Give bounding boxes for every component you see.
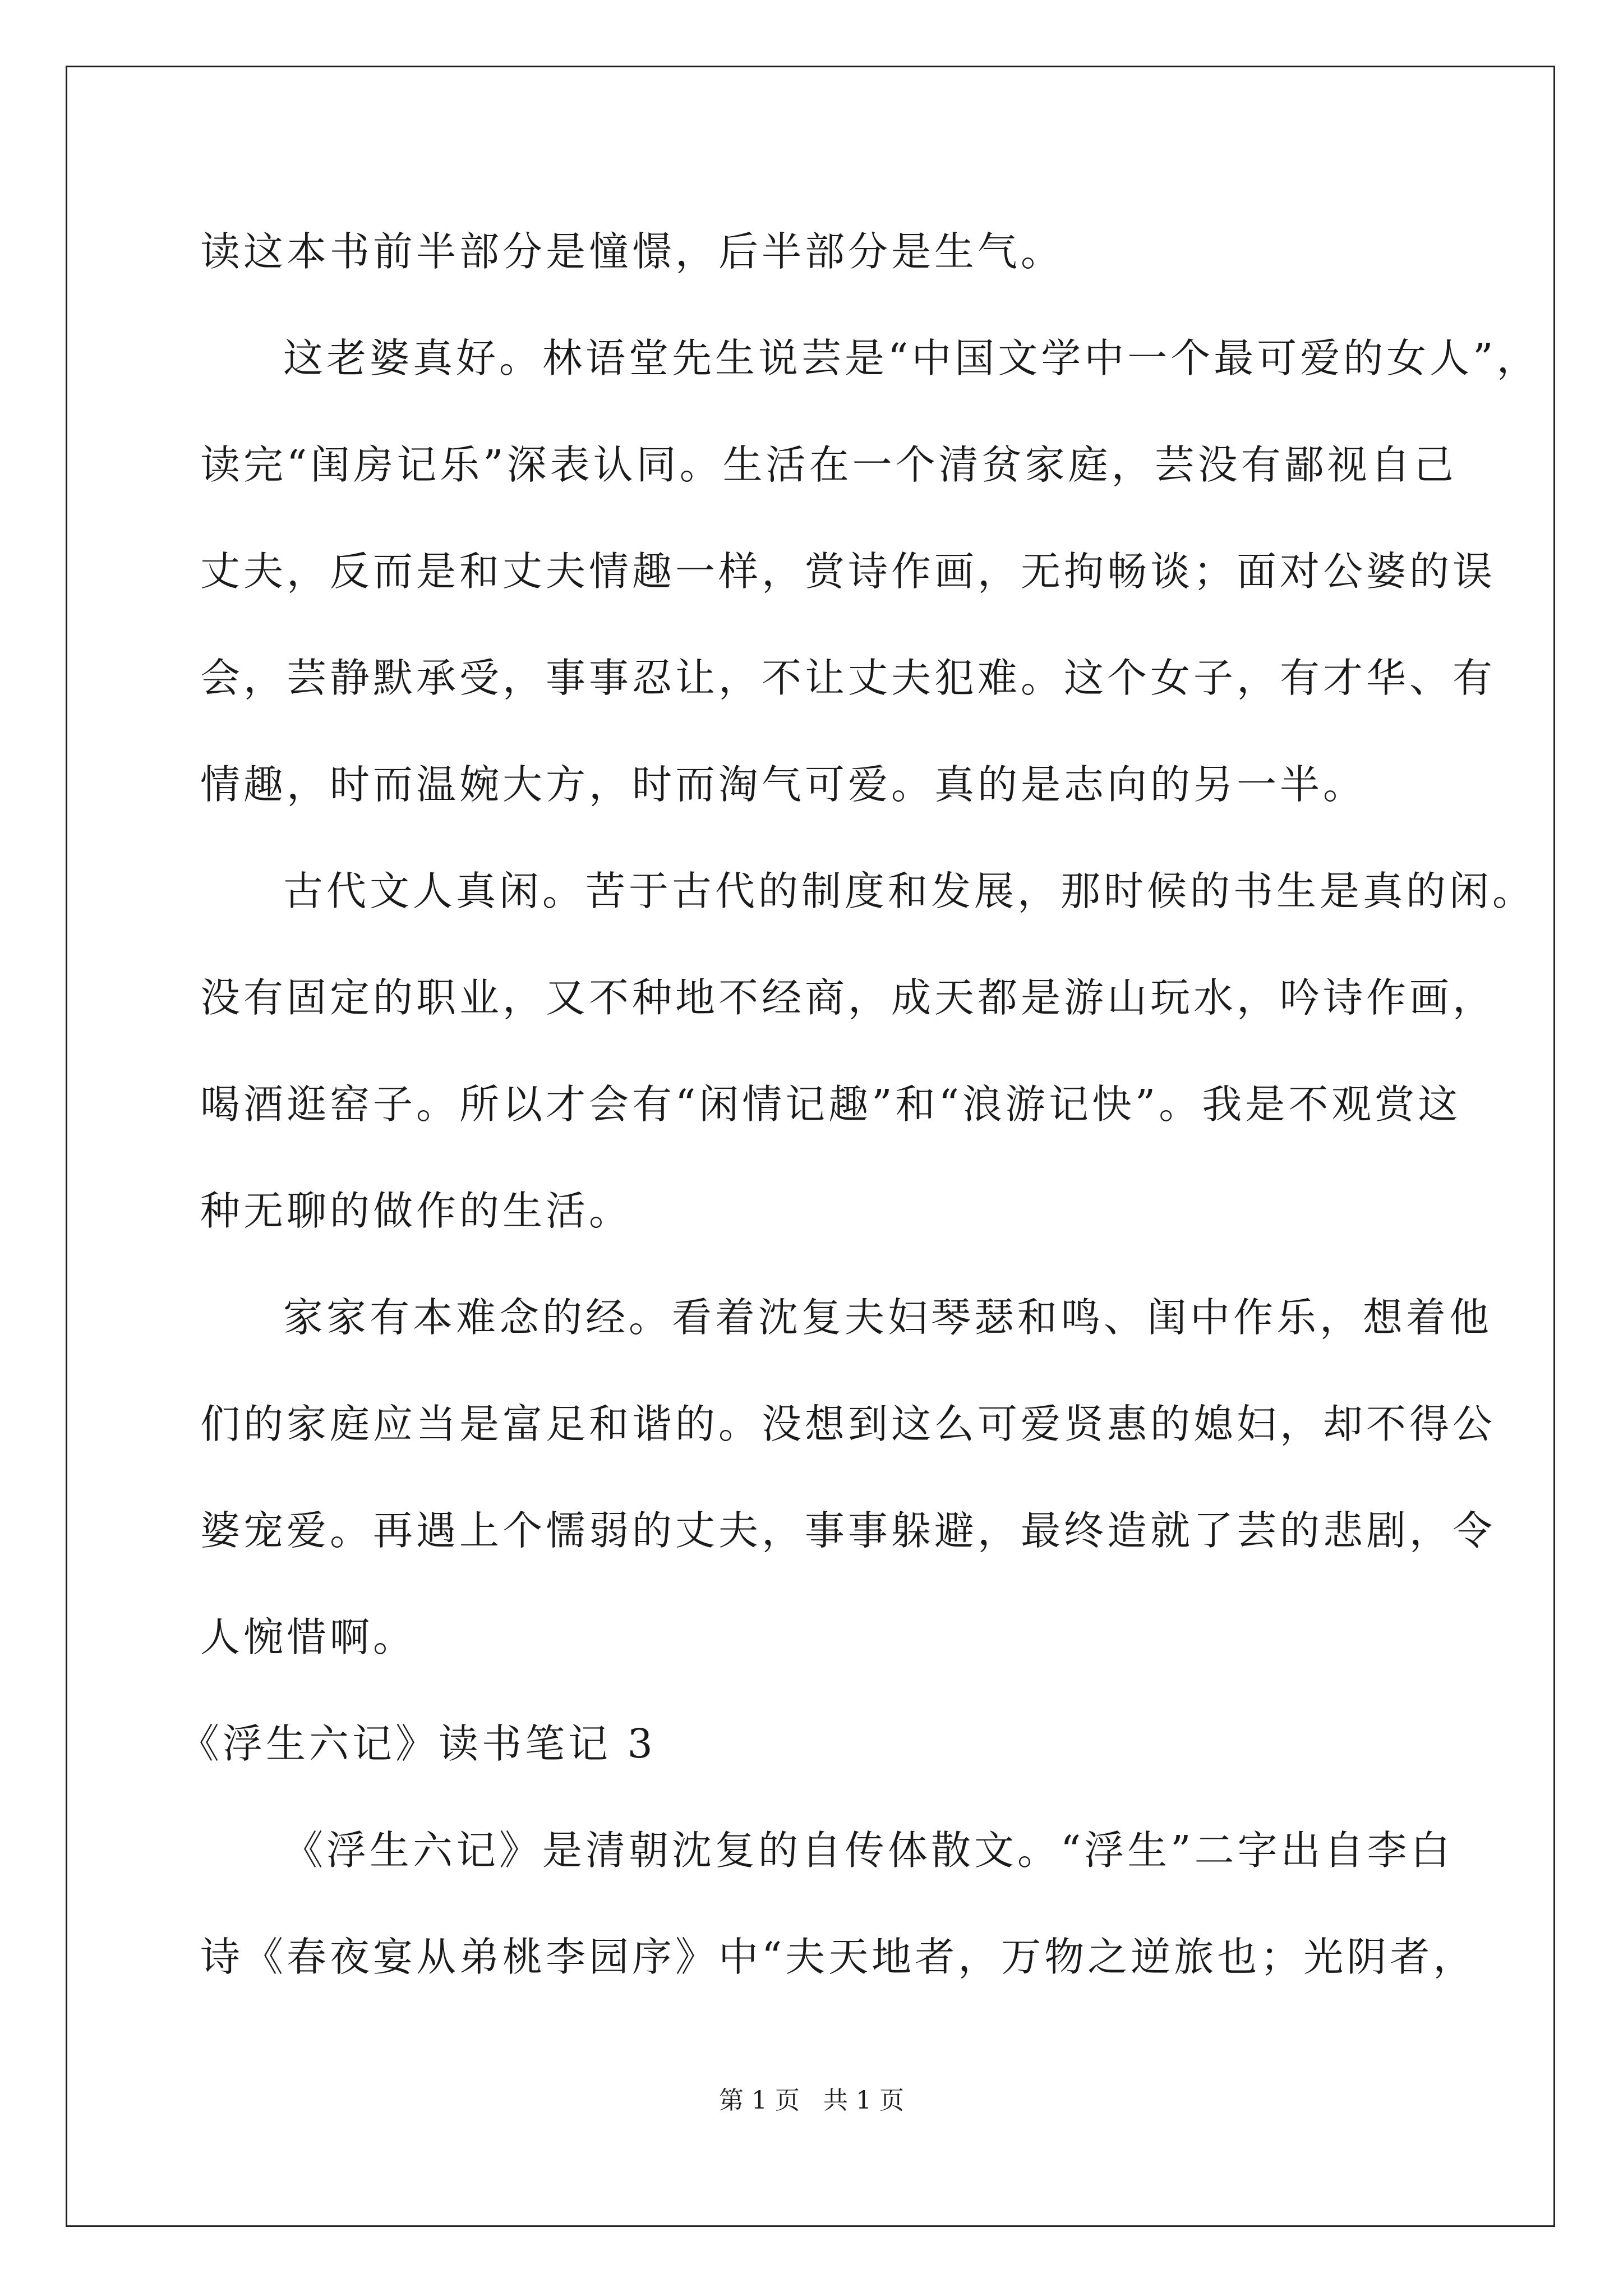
text-line: 读这本书前半部分是憧憬，后半部分是生气。 bbox=[200, 228, 1064, 275]
page-footer: 第 1 页 共 1 页 bbox=[719, 2086, 904, 2115]
text-line: 古代文人真闲。苦于古代的制度和发展，那时候的书生是真的闲。 bbox=[283, 868, 1536, 914]
text-line: 婆宠爱。再遇上个懦弱的丈夫，事事躲避，最终造就了芸的悲剧，令 bbox=[200, 1507, 1496, 1554]
text-line: 情趣，时而温婉大方，时而淘气可爱。真的是志向的另一半。 bbox=[200, 761, 1367, 808]
text-line: 会，芸静默承受，事事忍让，不让丈夫犯难。这个女子，有才华、有 bbox=[200, 655, 1496, 701]
text-line: 诗《春夜宴从弟桃李园序》中“夫天地者，万物之逆旅也；光阴者， bbox=[200, 1934, 1477, 1980]
text-line: 《浮生六记》是清朝沈复的自传体散文。“浮生”二字出自李白 bbox=[283, 1827, 1454, 1874]
text-line: 们的家庭应当是富足和谐的。没想到这么可爱贤惠的媳妇，却不得公 bbox=[200, 1401, 1496, 1447]
text-line: 读完“闺房记乐”深表认同。生活在一个清贫家庭，芸没有鄙视自己 bbox=[200, 441, 1457, 488]
text-line: 种无聊的做作的生活。 bbox=[200, 1188, 633, 1234]
text-line: 这老婆真好。林语堂先生说芸是“中国文学中一个最可爱的女人”， bbox=[283, 335, 1540, 381]
text-line: 喝酒逛窑子。所以才会有“闲情记趣”和“浪游记快”。我是不观赏这 bbox=[200, 1081, 1461, 1128]
section-heading: 《浮生六记》读书笔记 3 bbox=[179, 1720, 656, 1767]
text-line: 家家有本难念的经。看着沈复夫妇琴瑟和鸣、闺中作乐，想着他 bbox=[283, 1294, 1493, 1341]
page-border bbox=[66, 66, 1555, 2227]
text-line: 没有固定的职业，又不种地不经商，成天都是游山玩水，吟诗作画， bbox=[200, 974, 1496, 1021]
text-line: 人惋惜啊。 bbox=[200, 1614, 417, 1660]
text-line: 丈夫，反而是和丈夫情趣一样，赏诗作画，无拘畅谈；面对公婆的误 bbox=[200, 548, 1496, 595]
